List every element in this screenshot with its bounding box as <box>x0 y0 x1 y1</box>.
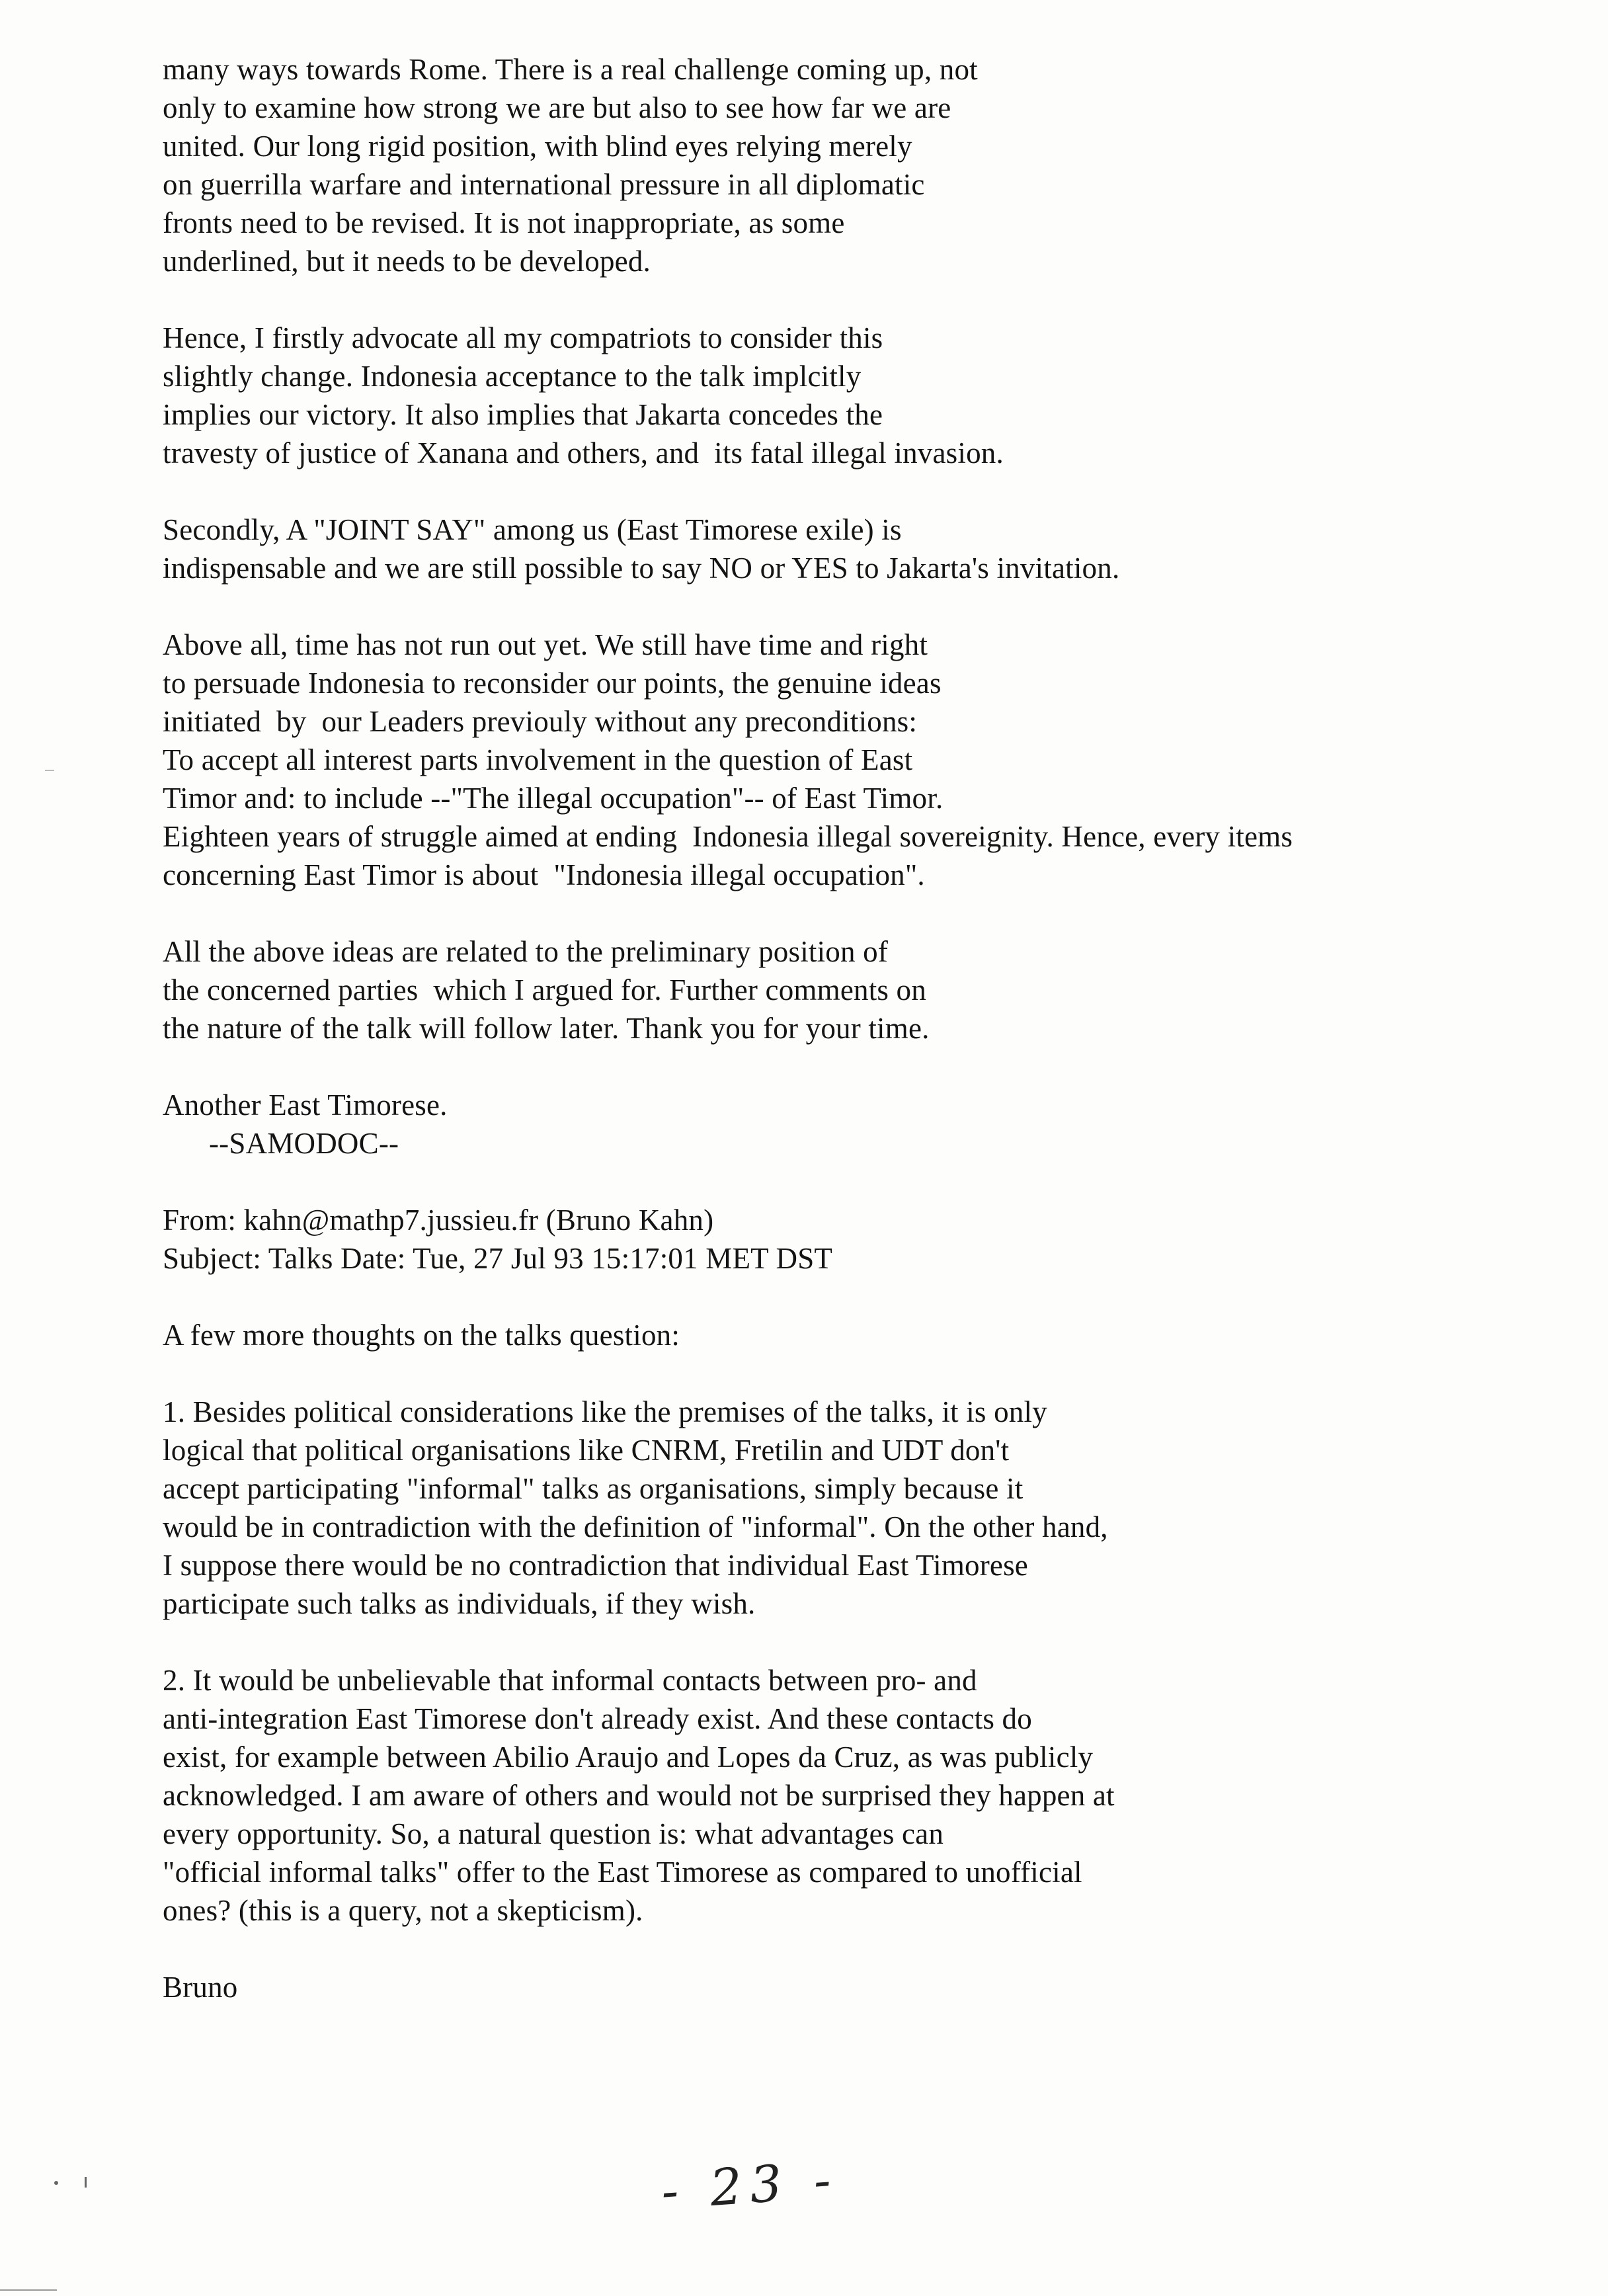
text-line: I suppose there would be no contradiction that individual East Timorese <box>163 1549 1028 1582</box>
text-line: anti-integration East Timorese don't already exist. And these contacts do <box>163 1702 1032 1735</box>
text-line: the concerned parties which I argued for. Further comments on <box>163 973 926 1006</box>
text-line: fronts need to be revised. It is not inappropriate, as some <box>163 206 845 239</box>
text-line: exist, for example between Abilio Araujo and Lopes da Cruz, as was publicly <box>163 1741 1094 1774</box>
paragraph-point-1 <box>163 1393 1551 1623</box>
signature-line: Another East Timorese. <box>163 1088 448 1122</box>
text-line: acknowledged. I am aware of others and would not be surprised they happen at <box>163 1779 1115 1812</box>
scan-speck <box>45 770 54 771</box>
text-line: 1. Besides political considerations like the premises of the talks, it is only <box>163 1395 1047 1428</box>
paragraph-intro <box>163 1316 1551 1354</box>
text-line: participate such talks as individuals, if they wish. <box>163 1587 756 1620</box>
text-line: slightly change. Indonesia acceptance to the talk implcitly <box>163 360 862 393</box>
text-line: accept participating "informal" talks as organisations, simply because it <box>163 1472 1024 1505</box>
author-name: Bruno <box>163 1971 238 2004</box>
text-line: travesty of justice of Xanana and others, and its fatal illegal invasion. <box>163 436 1004 470</box>
text-line: 2. It would be unbelievable that informal contacts between pro- and <box>163 1664 977 1697</box>
paragraph-point-2 <box>163 1661 1551 1930</box>
text-line: united. Our long rigid position, with blind eyes relying merely <box>163 130 912 163</box>
text-line: indispensable and we are still possible to say NO or YES to Jakarta's invitation. <box>163 552 1120 585</box>
text-line: Hence, I firstly advocate all my compatriots to consider this <box>163 321 883 354</box>
text-line: underlined, but it needs to be developed. <box>163 245 651 278</box>
text-line: to persuade Indonesia to reconsider our points, the genuine ideas <box>163 667 942 700</box>
text-line: To accept all interest parts involvement in the question of East <box>163 743 913 776</box>
text-line: Timor and: to include --"The illegal occupation"-- of East Timor. <box>163 782 944 815</box>
paragraph-4 <box>163 626 1551 894</box>
text-line: only to examine how strong we are but also to see how far we are <box>163 91 951 124</box>
text-line: concerning East Timor is about "Indonesia illegal occupation". <box>163 858 925 891</box>
text-line: every opportunity. So, a natural question is: what advantages can <box>163 1817 944 1850</box>
text-line: A few more thoughts on the talks question: <box>163 1319 680 1352</box>
text-line: many ways towards Rome. There is a real challenge coming up, not <box>163 53 978 86</box>
paragraph-3 <box>163 511 1551 587</box>
handwritten-page-number: - 23 - <box>659 2149 841 2221</box>
text-line: on guerrilla warfare and international pressure in all diplomatic <box>163 168 925 201</box>
closing-name <box>163 1968 1551 2006</box>
text-line: the nature of the talk will follow later. Thank you for your time. <box>163 1012 930 1045</box>
text-line: Secondly, A "JOINT SAY" among us (East Timorese exile) is <box>163 513 902 546</box>
text-line: "official informal talks" offer to the East Timorese as compared to unofficial <box>163 1856 1082 1889</box>
text-line: All the above ideas are related to the preliminary position of <box>163 935 889 968</box>
subject-line: Subject: Talks Date: Tue, 27 Jul 93 15:17:01 MET DST <box>163 1242 833 1275</box>
scan-speck <box>85 2177 87 2188</box>
text-line: implies our victory. It also implies that Jakarta concedes the <box>163 398 883 431</box>
signature-block <box>163 1086 1551 1163</box>
text-line: ones? (this is a query, not a skepticism). <box>163 1894 643 1927</box>
paragraph-1 <box>163 50 1551 280</box>
text-line: Eighteen years of struggle aimed at ending Indonesia illegal sovereignity. Hence, every items <box>163 820 1293 853</box>
email-header <box>163 1201 1551 1278</box>
paragraph-2 <box>163 319 1551 472</box>
scan-speck <box>54 2181 58 2185</box>
signature-name: --SAMODOC-- <box>209 1127 399 1160</box>
scan-edge-line <box>0 2289 57 2291</box>
from-line: From: kahn@mathp7.jussieu.fr (Bruno Kahn) <box>163 1204 714 1237</box>
paragraph-5 <box>163 932 1551 1047</box>
text-line: logical that political organisations like CNRM, Fretilin and UDT don't <box>163 1434 1010 1467</box>
text-line: Above all, time has not run out yet. We still have time and right <box>163 628 928 661</box>
text-line: would be in contradiction with the definition of "informal". On the other hand, <box>163 1510 1108 1543</box>
text-line: initiated by our Leaders previouly without any preconditions: <box>163 705 918 738</box>
